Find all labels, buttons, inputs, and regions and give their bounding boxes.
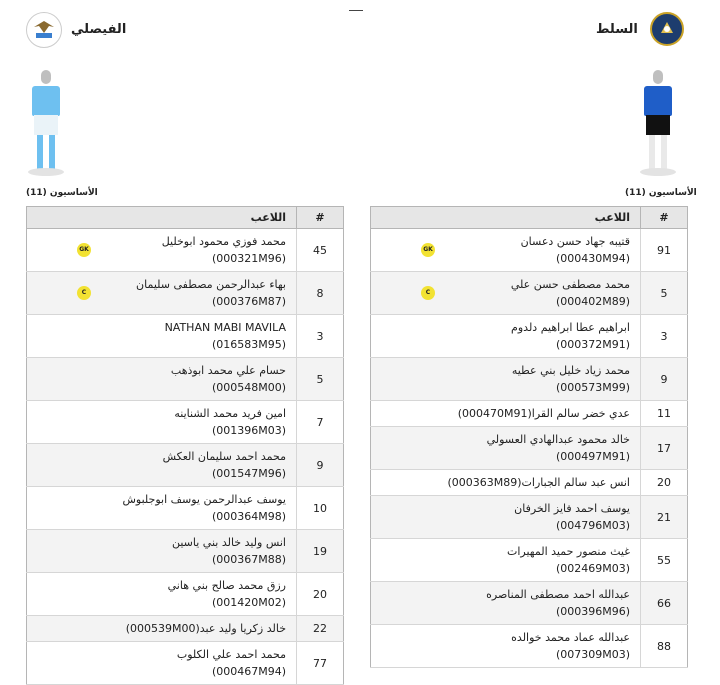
player-column-header: اللاعب — [27, 207, 297, 229]
table-row — [371, 272, 688, 315]
player-code: (000573M99) — [555, 381, 630, 394]
number-column-header: # — [297, 207, 344, 229]
player-name: محمد احمد علي الكلوب — [176, 648, 286, 661]
player-cell — [27, 616, 297, 642]
player-cell — [27, 444, 297, 487]
player-number: 91 — [641, 229, 688, 272]
table-row — [371, 229, 688, 272]
player-cell — [27, 401, 297, 444]
player-name: محمد فوزي محمود ابوخليل — [161, 235, 286, 248]
player-code: (000376M87) — [211, 295, 286, 308]
player-number: 20 — [297, 573, 344, 616]
player-cell — [27, 530, 297, 573]
team-kit-icon — [28, 70, 64, 180]
player-number: 21 — [641, 496, 688, 539]
table-row — [27, 616, 344, 642]
player-code: (000321M96) — [211, 252, 286, 265]
player-name: انس عبد سالم الجبارات(000363M89) — [447, 476, 630, 489]
goalkeeper-badge-icon: GK — [77, 243, 91, 257]
captain-badge-icon: C — [77, 286, 91, 300]
player-cell — [371, 229, 641, 272]
goalkeeper-badge-icon: GK — [421, 243, 435, 257]
player-name: رزق محمد صالح بني هاني — [167, 579, 286, 592]
player-cell — [371, 401, 641, 427]
table-row — [27, 229, 344, 272]
player-code: (002469M03) — [555, 562, 630, 575]
player-code: (000402M89) — [555, 295, 630, 308]
team-logo-icon — [26, 12, 62, 48]
player-name: انس وليد خالد بني ياسين — [171, 536, 286, 549]
player-name: محمد احمد سليمان العكش — [162, 450, 286, 463]
player-column-header: اللاعب — [371, 207, 641, 229]
player-code: (001396M03) — [211, 424, 286, 437]
player-number: 45 — [297, 229, 344, 272]
player-code: (000497M91) — [555, 450, 630, 463]
player-name: محمد مصطفى حسن علي — [510, 278, 630, 291]
table-row — [27, 487, 344, 530]
player-cell — [371, 427, 641, 470]
player-cell — [27, 358, 297, 401]
player-name: محمد زياد خليل بني عطيه — [511, 364, 630, 377]
lineup-table — [370, 206, 688, 668]
player-code: (000430M94) — [555, 252, 630, 265]
team-header — [370, 10, 710, 50]
player-number: 9 — [641, 358, 688, 401]
table-row — [27, 530, 344, 573]
table-row — [27, 315, 344, 358]
player-name: يوسف عبدالرحمن يوسف ابوجلبوش — [122, 493, 286, 506]
lineup-rows — [27, 229, 344, 685]
player-code: (000467M94) — [211, 665, 286, 678]
player-number: 10 — [297, 487, 344, 530]
table-row — [371, 427, 688, 470]
player-code: (004796M03) — [555, 519, 630, 532]
player-cell — [27, 487, 297, 530]
starting-lineup-label: الأساسيون (11) — [26, 188, 98, 198]
player-cell — [371, 358, 641, 401]
player-code: (001420M02) — [211, 596, 286, 609]
player-number: 88 — [641, 625, 688, 668]
player-cell — [371, 582, 641, 625]
player-number: 3 — [641, 315, 688, 358]
player-name: خالد محمود عبدالهادي العسولي — [486, 433, 630, 446]
table-row — [371, 470, 688, 496]
team-header — [26, 10, 366, 50]
player-name: حسام علي محمد ابوذهب — [170, 364, 286, 377]
player-name: خالد زكريا وليد عبد(000539M00) — [125, 622, 286, 635]
player-number: 9 — [297, 444, 344, 487]
starting-lineup-label: الأساسيون (11) — [625, 188, 697, 198]
player-cell — [371, 315, 641, 358]
table-row — [27, 358, 344, 401]
player-number: 5 — [641, 272, 688, 315]
player-code: (001547M96) — [211, 467, 286, 480]
player-code: (000367M88) — [211, 553, 286, 566]
table-row — [27, 272, 344, 315]
player-name: امين فريد محمد الشناينه — [174, 407, 286, 420]
lineup-rows — [371, 229, 688, 668]
player-number: 22 — [297, 616, 344, 642]
team-logo-icon — [650, 12, 684, 46]
player-name: بهاء عبدالرحمن مصطفى سليمان — [136, 278, 286, 291]
table-row — [371, 401, 688, 427]
player-number: 20 — [641, 470, 688, 496]
player-code: (007309M03) — [555, 648, 630, 661]
table-row — [27, 573, 344, 616]
player-cell — [371, 470, 641, 496]
player-cell — [27, 229, 297, 272]
player-code: (000364M98) — [211, 510, 286, 523]
table-row — [27, 401, 344, 444]
player-number: 8 — [297, 272, 344, 315]
team-name: السلط — [596, 22, 638, 37]
player-name: يوسف احمد فايز الخرفان — [514, 502, 630, 515]
player-number: 55 — [641, 539, 688, 582]
player-number: 19 — [297, 530, 344, 573]
player-name: NATHAN MABI MAVILA — [164, 321, 286, 334]
player-number: 11 — [641, 401, 688, 427]
lineup-table — [26, 206, 344, 685]
player-cell — [371, 272, 641, 315]
player-cell — [371, 496, 641, 539]
player-code: (000548M00) — [211, 381, 286, 394]
player-number: 5 — [297, 358, 344, 401]
player-code: (000372M91) — [555, 338, 630, 351]
table-row — [27, 444, 344, 487]
team-kit-icon — [640, 70, 676, 180]
table-row — [371, 496, 688, 539]
player-number: 3 — [297, 315, 344, 358]
player-cell — [27, 573, 297, 616]
captain-badge-icon: C — [421, 286, 435, 300]
table-row — [371, 358, 688, 401]
player-code: (000396M96) — [555, 605, 630, 618]
player-number: 77 — [297, 642, 344, 685]
player-name: عبدالله عماد محمد خوالده — [511, 631, 630, 644]
player-cell — [27, 315, 297, 358]
team-name: الفيصلي — [71, 22, 127, 37]
player-code: (016583M95) — [211, 338, 286, 351]
player-name: عبدالله احمد مصطفى المناصره — [486, 588, 630, 601]
player-cell — [27, 272, 297, 315]
table-row — [27, 642, 344, 685]
player-name: عدي خضر سالم القرا(000470M91) — [457, 407, 630, 420]
player-cell — [371, 539, 641, 582]
number-column-header: # — [641, 207, 688, 229]
table-row — [371, 539, 688, 582]
player-cell — [371, 625, 641, 668]
player-name: غيث منصور حميد المهيرات — [507, 545, 630, 558]
player-number: 7 — [297, 401, 344, 444]
player-name: ابراهيم عطا ابراهيم دلدوم — [511, 321, 630, 334]
table-row — [371, 582, 688, 625]
table-row — [371, 625, 688, 668]
table-row — [371, 315, 688, 358]
player-name: قتيبه جهاد حسن دعسان — [520, 235, 630, 248]
player-number: 66 — [641, 582, 688, 625]
player-number: 17 — [641, 427, 688, 470]
player-cell — [27, 642, 297, 685]
